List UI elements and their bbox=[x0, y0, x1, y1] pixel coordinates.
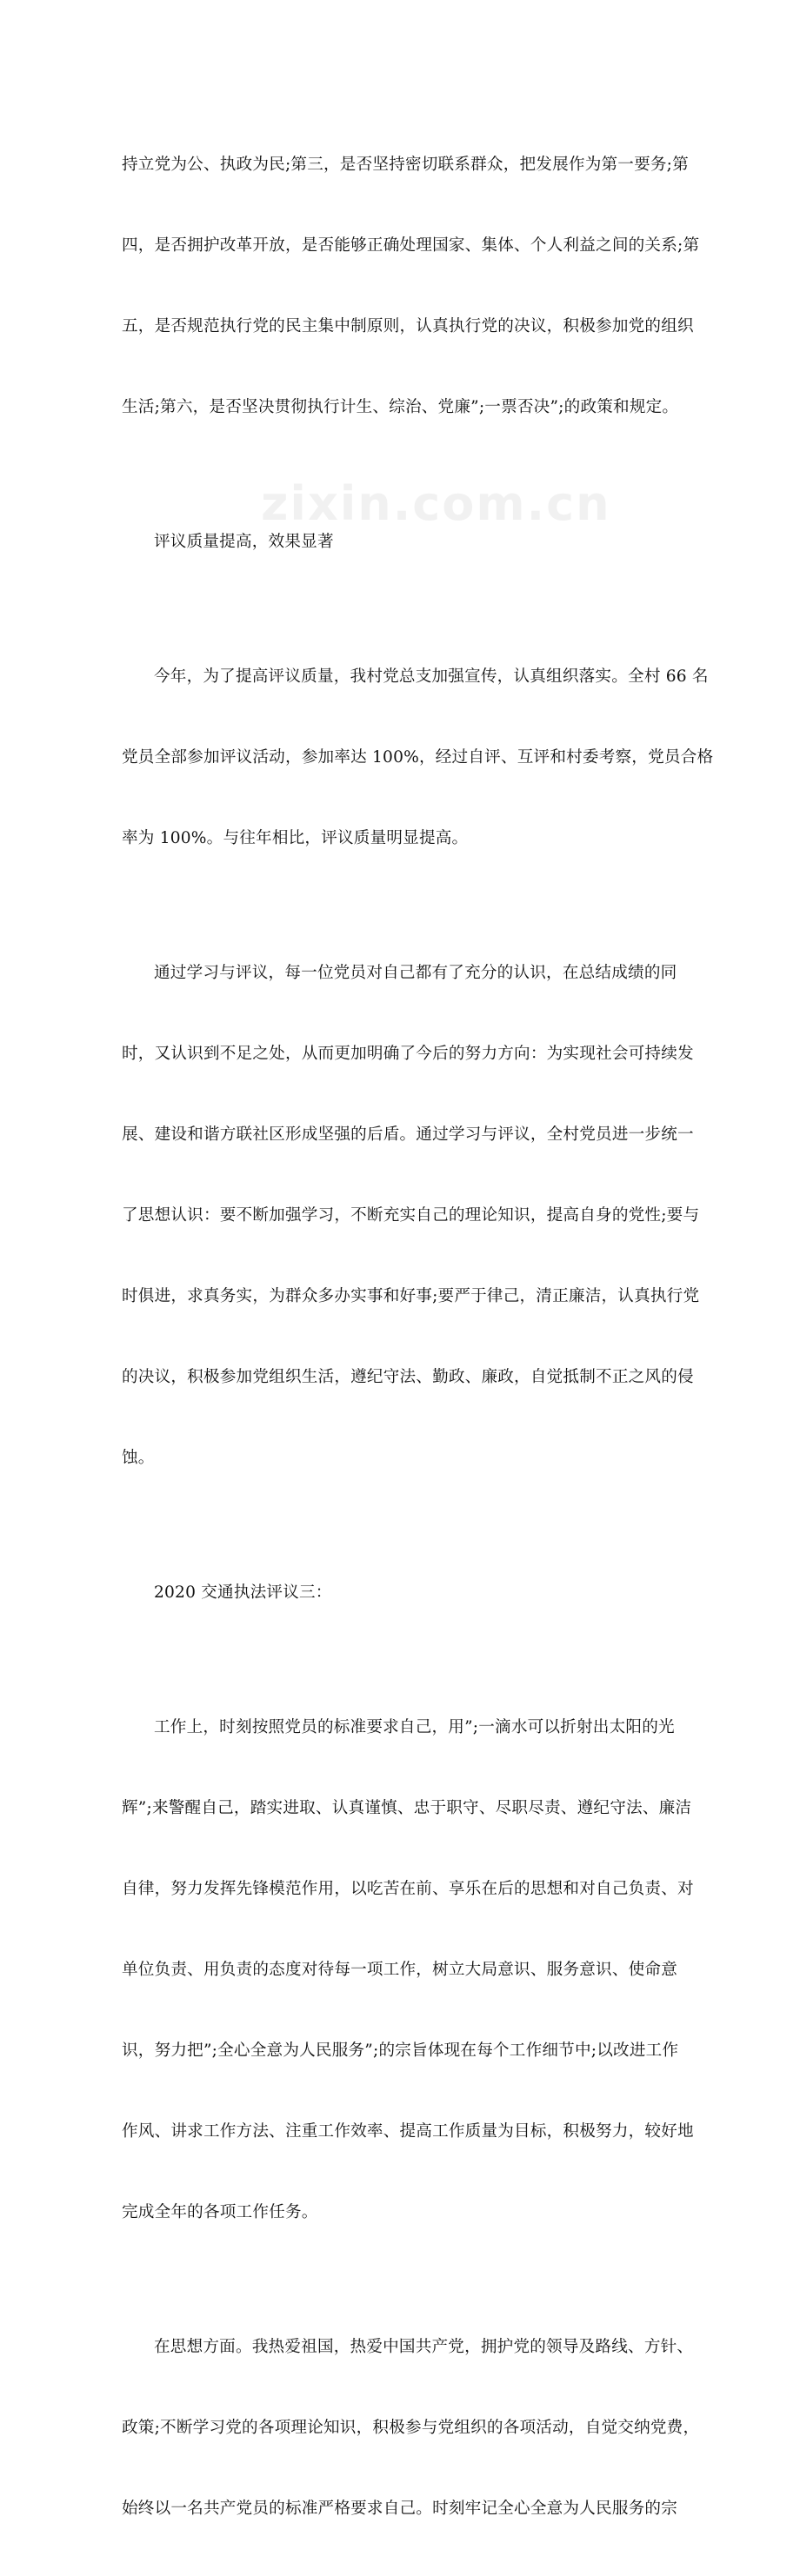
text-line: 生活;第六，是否坚决贯彻执行计生、综治、党廉”;一票否决”;的政策和规定。 bbox=[122, 398, 679, 416]
text-line: 党员全部参加评议活动，参加率达 100%，经过自评、互评和村委考察，党员合格 bbox=[122, 748, 714, 767]
text-line: 四，是否拥护改革开放，是否能够正确处理国家、集体、个人利益之间的关系;第 bbox=[122, 236, 700, 255]
text-line: 辉”;来警醒自己，踏实进取、认真谨慎、忠于职守、尽职尽责、遵纪守法、廉洁 bbox=[122, 1799, 692, 1817]
text-line: 时俱进，求真务实，为群众多办实事和好事;要严于律己，清正廉洁，认真执行党 bbox=[122, 1287, 700, 1305]
paragraph-work bbox=[122, 1660, 694, 2280]
watermark: zixin.com.cn bbox=[261, 476, 611, 531]
text-line: 展、建设和谐方联社区形成坚强的后盾。通过学习与评议，全村党员进一步统一 bbox=[122, 1125, 694, 1144]
text-line: 五，是否规范执行党的民主集中制原则，认真执行党的决议，积极参加党的组织 bbox=[122, 317, 694, 335]
text-line: 完成全年的各项工作任务。 bbox=[122, 2203, 318, 2221]
text-line: 自律，努力发挥先锋模范作用，以吃苦在前、享乐在后的思想和对自己负责、对 bbox=[122, 1880, 694, 1898]
paragraph-study-and-review bbox=[122, 906, 700, 1525]
section-heading-quality bbox=[122, 475, 675, 609]
text-line: 2020 交通执法评议三： bbox=[154, 1583, 332, 1602]
text-line: 蚀。 bbox=[122, 1449, 155, 1467]
text-line: 时，又认识到不足之处，从而更加明确了今后的努力方向：为实现社会可持续发 bbox=[122, 1045, 694, 1063]
text-line: 在思想方面。我热爱祖国，热爱中国共产党，拥护党的领导及路线、方针、 bbox=[154, 2338, 694, 2356]
text-line: 通过学习与评议，每一位党员对自己都有了充分的认识，在总结成绩的同 bbox=[154, 964, 677, 982]
text-line: 作风、讲求工作方法、注重工作效率、提高工作质量为目标，积极努力，较好地 bbox=[122, 2122, 694, 2141]
text-line: 率为 100%。与往年相比，评议质量明显提高。 bbox=[122, 829, 469, 847]
paragraph-thought bbox=[122, 2280, 700, 2576]
text-line: 的决议，积极参加党组织生活，遵纪守法、勤政、廉政，自觉抵制不正之风的侵 bbox=[122, 1368, 694, 1386]
document-body bbox=[122, 97, 714, 2576]
text-line: 评议质量提高，效果显著 bbox=[154, 533, 334, 551]
section-heading-review-three bbox=[122, 1525, 675, 1660]
paragraph-quality bbox=[122, 609, 714, 906]
text-line: 单位负责、用负责的态度对待每一项工作，树立大局意识、服务意识、使命意 bbox=[122, 1961, 677, 1979]
text-line: 识，努力把”;全心全意为人民服务”;的宗旨体现在每个工作细节中;以改进工作 bbox=[122, 2042, 679, 2060]
text-line: 政策;不断学习党的各项理论知识，积极参与党组织的各项活动，自觉交纳党费， bbox=[122, 2419, 700, 2437]
paragraph-criteria bbox=[122, 97, 700, 475]
text-line: 工作上，时刻按照党员的标准要求自己，用”;一滴水可以折射出太阳的光 bbox=[154, 1718, 675, 1736]
text-line: 始终以一名共产党员的标准严格要求自己。时刻牢记全心全意为人民服务的宗 bbox=[122, 2500, 677, 2518]
text-line: 持立党为公、执政为民;第三，是否坚持密切联系群众，把发展作为第一要务;第 bbox=[122, 156, 689, 174]
text-line: 了思想认识：要不断加强学习，不断充实自己的理论知识，提高自身的党性;要与 bbox=[122, 1206, 700, 1225]
text-line: 今年，为了提高评议质量，我村党总支加强宣传，认真组织落实。全村 66 名 bbox=[154, 667, 709, 686]
